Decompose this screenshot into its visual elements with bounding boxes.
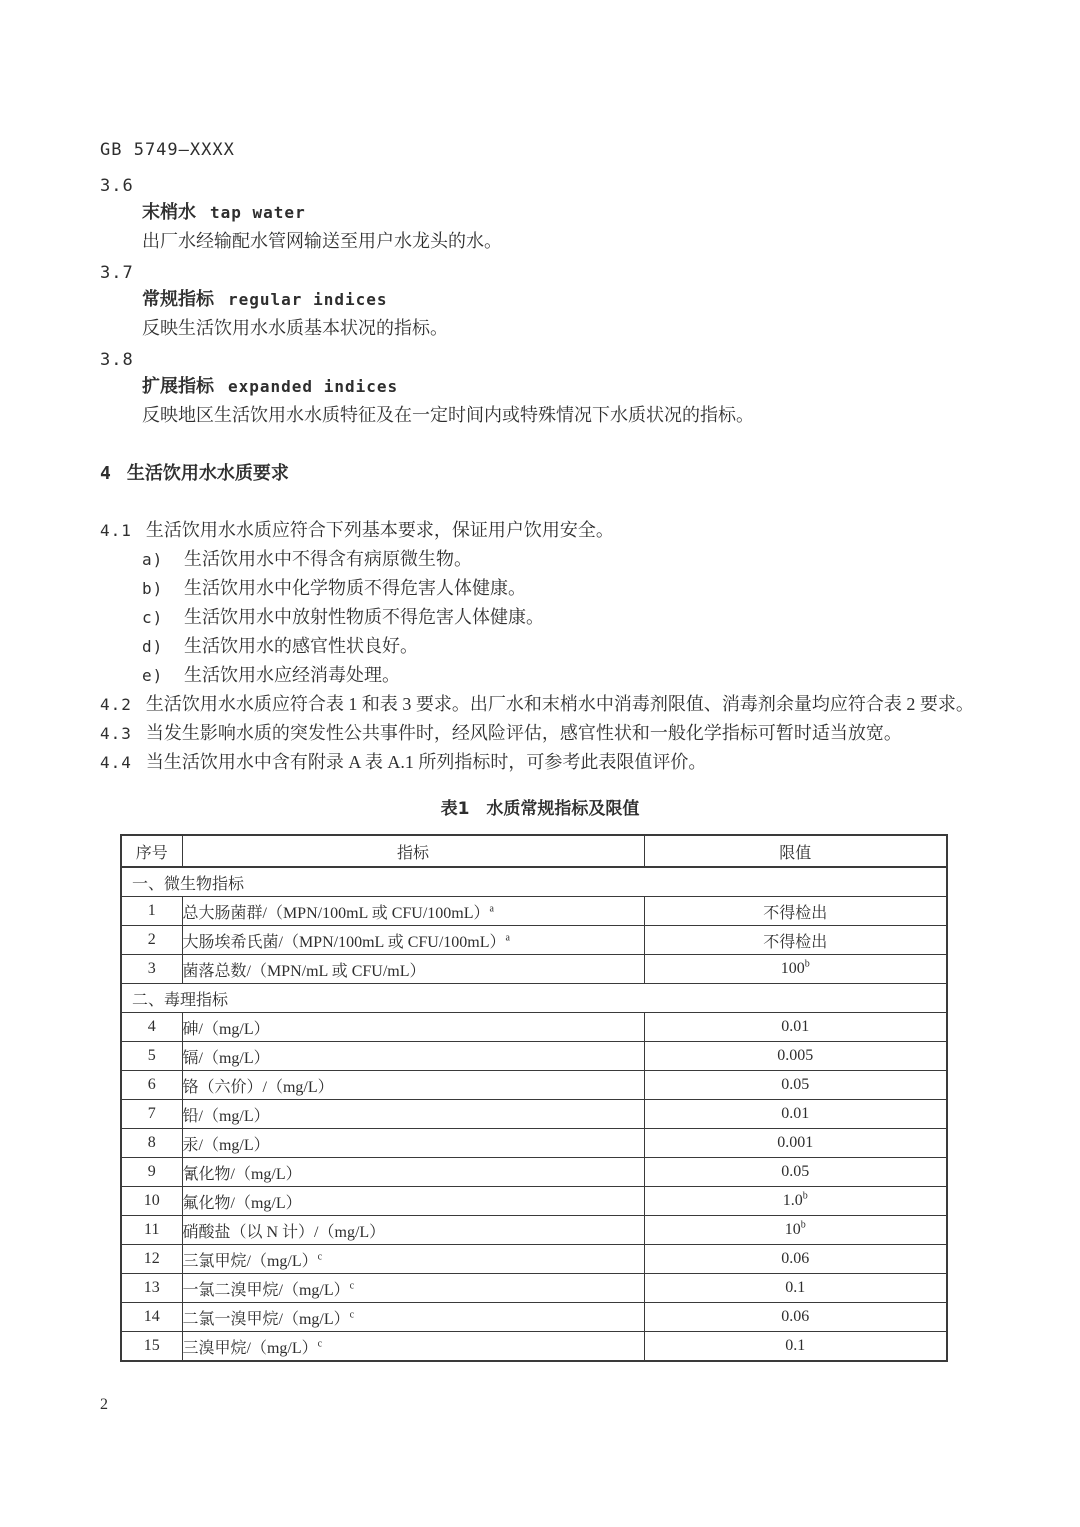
clause-number: 4.1 xyxy=(100,521,132,540)
clause-4-2 xyxy=(100,690,980,719)
indicator-text: 砷/（mg/L） xyxy=(182,1020,270,1038)
indicator-text: 三氯甲烷/（mg/L） xyxy=(182,1252,318,1270)
cell-limit xyxy=(644,1100,947,1129)
section-row-microbiological xyxy=(121,867,947,897)
term-block-3-6 xyxy=(100,174,980,255)
cell-limit xyxy=(644,926,947,955)
cell-limit xyxy=(644,1187,947,1216)
indicator-text: 三溴甲烷/（mg/L） xyxy=(182,1339,318,1357)
cell-limit xyxy=(644,1158,947,1187)
cell-no: 13 xyxy=(121,1274,182,1303)
list-item-e xyxy=(142,661,980,690)
table-row xyxy=(121,1303,947,1332)
limit-footnote: b xyxy=(804,958,810,970)
cell-indicator xyxy=(182,1303,644,1332)
table1-title: 表1 水质常规指标及限值 xyxy=(440,799,640,819)
term-english: tap water xyxy=(210,203,306,222)
limit-text: 0.1 xyxy=(785,1337,806,1354)
cell-limit xyxy=(644,1013,947,1042)
table-row xyxy=(121,926,947,955)
table-row xyxy=(121,897,947,926)
clause-text: 生活饮用水水质应符合表 1 和表 3 要求。出厂水和末梢水中消毒剂限值、消毒剂余量均应符合表 2 要求。 xyxy=(145,694,974,714)
limit-text: 0.01 xyxy=(781,1018,810,1035)
table-row xyxy=(121,1013,947,1042)
cell-no: 10 xyxy=(121,1187,182,1216)
cell-limit xyxy=(644,955,947,984)
cell-indicator xyxy=(182,1129,644,1158)
indicator-text: 氟化物/（mg/L） xyxy=(182,1194,302,1212)
cell-limit xyxy=(644,1245,947,1274)
term-number: 3.6 xyxy=(100,176,134,196)
indicator-text: 汞/（mg/L） xyxy=(182,1136,270,1154)
term-title xyxy=(142,372,980,401)
cell-limit xyxy=(644,1303,947,1332)
term-chinese: 扩展指标 xyxy=(142,376,214,396)
cell-indicator xyxy=(182,955,644,984)
table-row xyxy=(121,1071,947,1100)
limit-text: 0.05 xyxy=(781,1076,810,1093)
clause-number: 4.3 xyxy=(100,724,132,743)
list-label: c) xyxy=(142,608,164,627)
limit-text: 10 xyxy=(784,1221,801,1238)
limit-text: 不得检出 xyxy=(763,904,828,922)
indicator-text: 硝酸盐（以 N 计）/（mg/L） xyxy=(182,1223,386,1241)
term-number: 3.8 xyxy=(100,350,134,370)
chapter-number: 4 xyxy=(100,463,111,484)
table-row xyxy=(121,955,947,984)
cell-indicator xyxy=(182,1100,644,1129)
cell-no: 9 xyxy=(121,1158,182,1187)
list-text: 生活饮用水中化学物质不得危害人体健康。 xyxy=(184,578,526,598)
table-row xyxy=(121,1100,947,1129)
cell-no: 8 xyxy=(121,1129,182,1158)
cell-limit xyxy=(644,897,947,926)
clause-text: 生活饮用水水质应符合下列基本要求，保证用户饮用安全。 xyxy=(145,520,614,540)
list-item-d xyxy=(142,632,980,661)
limit-text: 1.0 xyxy=(782,1192,803,1209)
list-label: b) xyxy=(142,579,164,598)
cell-limit xyxy=(644,1071,947,1100)
indicator-text: 铬（六价）/（mg/L） xyxy=(182,1078,334,1096)
header-limit: 限值 xyxy=(644,835,947,867)
cell-limit xyxy=(644,1274,947,1303)
table1 xyxy=(120,834,948,1362)
cell-indicator xyxy=(182,1332,644,1362)
term-definition: 出厂水经输配水管网输送至用户水龙头的水。 xyxy=(142,231,502,251)
chapter-title: 生活饮用水水质要求 xyxy=(126,463,289,483)
indicator-text: 一氯二溴甲烷/（mg/L） xyxy=(182,1281,350,1299)
cell-indicator xyxy=(182,1274,644,1303)
term-block-3-8 xyxy=(100,348,980,429)
clause-number: 4.4 xyxy=(100,753,132,772)
section-label: 二、毒理指标 xyxy=(121,984,947,1013)
indicator-footnote: c xyxy=(349,1280,355,1292)
list-item-a xyxy=(142,545,980,574)
cell-indicator xyxy=(182,1013,644,1042)
cell-indicator xyxy=(182,1042,644,1071)
table-row xyxy=(121,1129,947,1158)
indicator-footnote: a xyxy=(489,903,494,915)
term-title xyxy=(142,198,980,227)
page-number: 2 xyxy=(100,1396,108,1413)
list-text: 生活饮用水应经消毒处理。 xyxy=(184,665,400,685)
cell-no: 5 xyxy=(121,1042,182,1071)
clause-text: 当生活饮用水中含有附录 A 表 A.1 所列指标时，可参考此表限值评价。 xyxy=(145,752,707,772)
term-chinese: 末梢水 xyxy=(142,202,196,222)
list-label: d) xyxy=(142,637,164,656)
indicator-footnote: c xyxy=(317,1251,323,1263)
limit-footnote: b xyxy=(800,1219,806,1231)
clause-number: 4.2 xyxy=(100,695,132,714)
cell-limit xyxy=(644,1042,947,1071)
indicator-footnote: c xyxy=(317,1338,323,1350)
indicator-text: 总大肠菌群/（MPN/100mL 或 CFU/100mL） xyxy=(182,904,490,922)
indicator-footnote: a xyxy=(505,932,510,944)
cell-indicator xyxy=(182,1216,644,1245)
term-english: regular indices xyxy=(228,290,388,309)
cell-no: 11 xyxy=(121,1216,182,1245)
cell-indicator xyxy=(182,1071,644,1100)
cell-limit xyxy=(644,1216,947,1245)
list-label: e) xyxy=(142,666,164,685)
cell-no: 7 xyxy=(121,1100,182,1129)
header-no: 序号 xyxy=(121,835,182,867)
indicator-text: 二氯一溴甲烷/（mg/L） xyxy=(182,1310,350,1328)
limit-text: 0.1 xyxy=(785,1279,806,1296)
cell-no: 4 xyxy=(121,1013,182,1042)
clause-4-1 xyxy=(100,516,980,545)
limit-text: 100 xyxy=(780,960,805,977)
list-item-c xyxy=(142,603,980,632)
table-row xyxy=(121,1187,947,1216)
chapter-heading xyxy=(100,461,980,486)
section-row-toxicological xyxy=(121,984,947,1013)
limit-footnote: b xyxy=(802,1190,808,1202)
table-row xyxy=(121,1245,947,1274)
term-title xyxy=(142,285,980,314)
limit-text: 0.05 xyxy=(781,1163,810,1180)
indicator-text: 大肠埃希氏菌/（MPN/100mL 或 CFU/100mL） xyxy=(182,933,506,951)
indicator-text: 菌落总数/（MPN/mL 或 CFU/mL） xyxy=(182,962,426,980)
term-chinese: 常规指标 xyxy=(142,289,214,309)
list-text: 生活饮用水中放射性物质不得危害人体健康。 xyxy=(184,607,544,627)
cell-no: 2 xyxy=(121,926,182,955)
term-definition: 反映地区生活饮用水水质特征及在一定时间内或特殊情况下水质状况的指标。 xyxy=(142,405,754,425)
section-label: 一、微生物指标 xyxy=(121,867,947,897)
cell-limit xyxy=(644,1332,947,1362)
cell-indicator xyxy=(182,926,644,955)
cell-no: 6 xyxy=(121,1071,182,1100)
table-row xyxy=(121,1158,947,1187)
term-number: 3.7 xyxy=(100,263,134,283)
clause-text: 当发生影响水质的突发性公共事件时，经风险评估，感官性状和一般化学指标可暂时适当放宽。 xyxy=(145,723,902,743)
cell-no: 14 xyxy=(121,1303,182,1332)
limit-text: 0.001 xyxy=(777,1134,814,1151)
cell-limit xyxy=(644,1129,947,1158)
cell-indicator xyxy=(182,1245,644,1274)
indicator-text: 镉/（mg/L） xyxy=(182,1049,270,1067)
limit-text: 0.01 xyxy=(781,1105,810,1122)
limit-text: 不得检出 xyxy=(763,933,828,951)
term-english: expanded indices xyxy=(228,377,399,396)
limit-text: 0.005 xyxy=(777,1047,814,1064)
cell-no: 1 xyxy=(121,897,182,926)
clause-4-4 xyxy=(100,748,980,777)
cell-no: 3 xyxy=(121,955,182,984)
term-block-3-7 xyxy=(100,261,980,342)
cell-indicator xyxy=(182,897,644,926)
cell-indicator xyxy=(182,1187,644,1216)
indicator-footnote: c xyxy=(349,1309,355,1321)
table-row xyxy=(121,1042,947,1071)
list-item-b xyxy=(142,574,980,603)
table-row xyxy=(121,1216,947,1245)
term-definition: 反映生活饮用水水质基本状况的指标。 xyxy=(142,318,448,338)
list-text: 生活饮用水的感官性状良好。 xyxy=(184,636,418,656)
table-header-row xyxy=(121,835,947,867)
limit-text: 0.06 xyxy=(781,1308,810,1325)
header-indicator: 指标 xyxy=(182,835,644,867)
clause-4-3 xyxy=(100,719,980,748)
cell-no: 15 xyxy=(121,1332,182,1362)
indicator-text: 氰化物/（mg/L） xyxy=(182,1165,302,1183)
indicator-text: 铅/（mg/L） xyxy=(182,1107,270,1125)
standard-code: GB 5749—XXXX xyxy=(100,140,235,160)
table-row xyxy=(121,1274,947,1303)
list-label: a) xyxy=(142,550,164,569)
list-text: 生活饮用水中不得含有病原微生物。 xyxy=(184,549,472,569)
table-row xyxy=(121,1332,947,1362)
limit-text: 0.06 xyxy=(781,1250,810,1267)
cell-indicator xyxy=(182,1158,644,1187)
cell-no: 12 xyxy=(121,1245,182,1274)
